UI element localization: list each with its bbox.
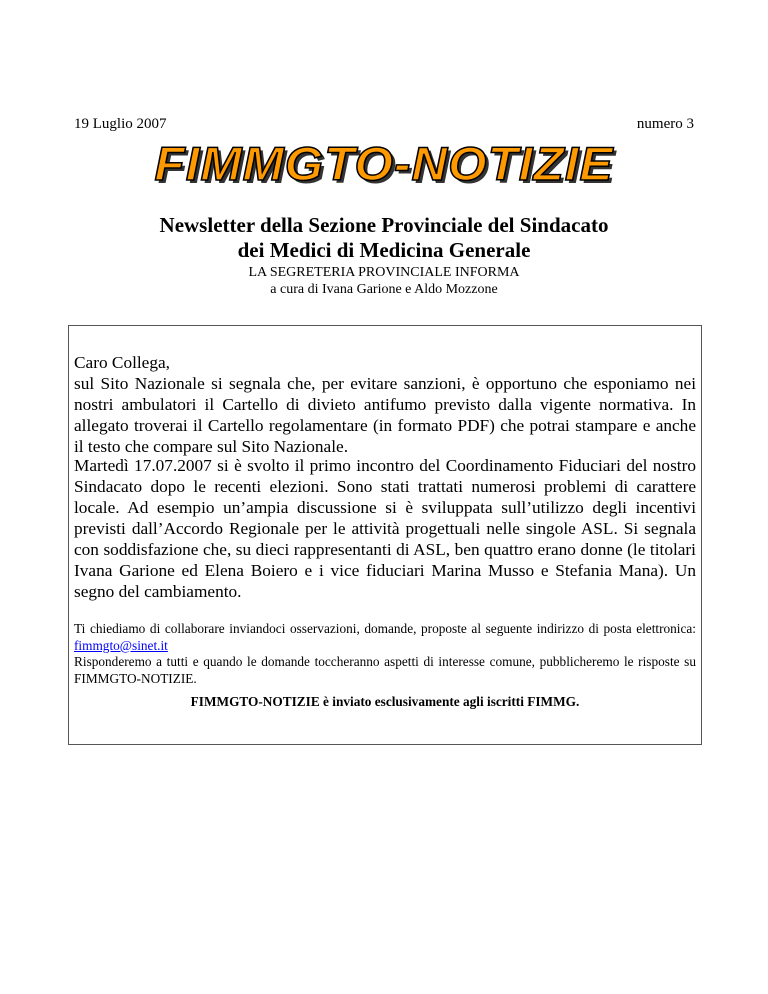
subtitle-line2: dei Medici di Medicina Generale	[237, 238, 531, 262]
editors-line: a cura di Ivana Garione e Aldo Mozzone	[270, 282, 498, 297]
issue-number: numero 3	[636, 116, 694, 132]
editorial-credits	[0, 264, 768, 298]
newsletter-logo: FIMMGTO-NOTIZIE	[154, 137, 614, 190]
contact-text: Ti chiediamo di collaborare inviandoci osservazioni, domande, proposte al seguente indirizzo di posta elettronica:	[74, 621, 696, 636]
paragraph-antismoking: sul Sito Nazionale si segnala che, per evitare sanzioni, è opportuno che esponiamo nei nostri ambulatori il Cartello di divieto antifumo previsto dalla vigente normativa. In allegato troverai il Cartello regolamentare (in formato PDF) che potrai stampare e anche il testo che compare sul Sito Nazionale.	[74, 374, 696, 456]
secretariat-line: LA SEGRETERIA PROVINCIALE INFORMA	[248, 265, 520, 280]
newsletter-subtitle	[0, 213, 768, 263]
greeting: Caro Collega,	[74, 353, 170, 372]
paragraph-answers: Risponderemo a tutti e quando le domande toccheranno aspetti di interesse comune, pubblicheremo le risposte su FIMMGTO-NOTIZIE.	[74, 654, 696, 686]
paragraph-meeting: Martedì 17.07.2007 si è svolto il primo incontro del Coordinamento Fiduciari del nostro Sindacato dopo le recenti elezioni. Sono stati trattati numerosi problemi di carattere locale. Ad esempio un’ampia discussione si è sviluppata sull’utilizzo degli incentivi previsti dall’Accordo Regionale per le attività progettuali nelle singole ASL. Si segnala con soddisfazione che, su dieci rappresentanti di ASL, ben quattro erano donne (le titolari Ivana Garione ed Elena Boiero e i vice fiduciari Marina Musso e Stefania Mana). Un segno del cambiamento.	[74, 456, 696, 601]
paragraph-contact	[74, 621, 696, 654]
footer-note: FIMMGTO-NOTIZIE è inviato esclusivamente agli iscritti FIMMG.	[190, 694, 580, 709]
email-link[interactable]: fimmgto@sinet.it	[74, 637, 168, 653]
subtitle-line1: Newsletter della Sezione Provinciale del Sindacato	[159, 213, 609, 237]
issue-date: 19 Luglio 2007	[74, 116, 167, 132]
